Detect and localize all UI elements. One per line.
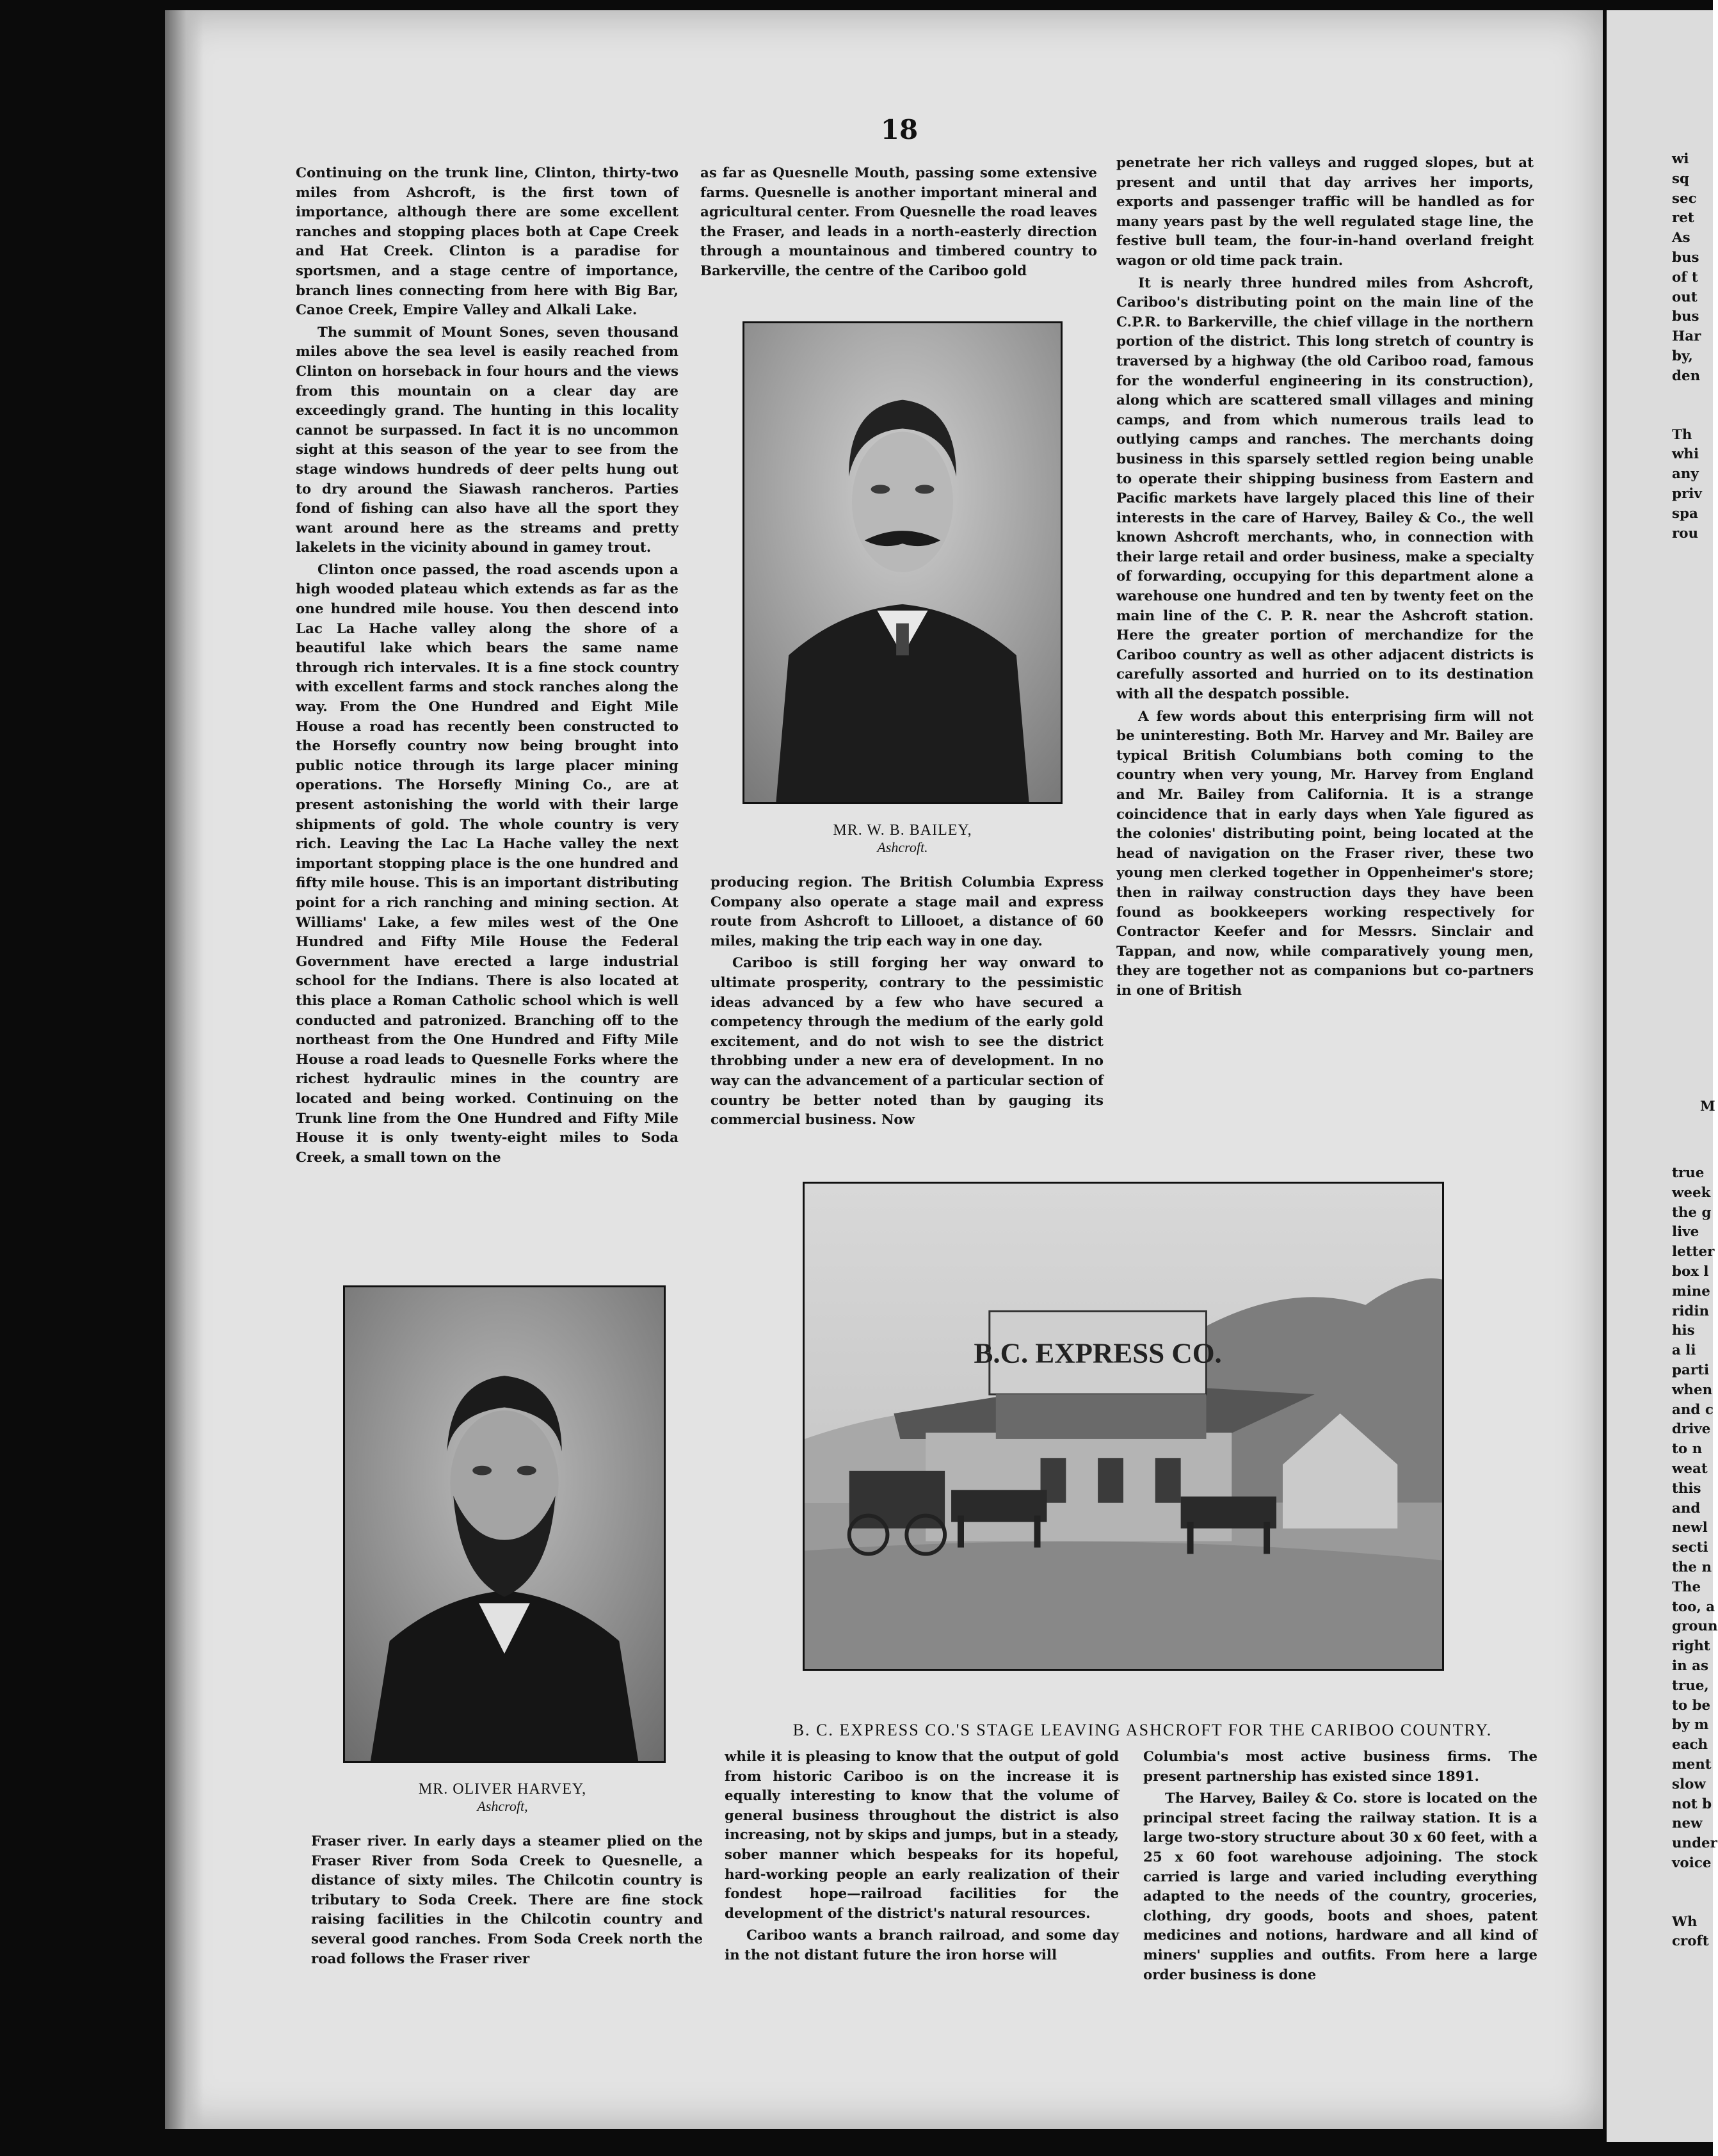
fragment: newl [1672, 1520, 1708, 1536]
paragraph: A few words about this enterprising firm will not be uninteresting. Both Mr. Harvey and Mr. Bailey are typical British Columbians both coming to the country when very young, Mr. Harvey from England and Mr. Bailey from California. It is a strange coincidence that in early days when Yale figured as the colonies' distributing point, being located at the head of navigation on the Fraser river, these two young men clerked together in Oppenheimer's store; then in railway construction days they have been found as bookkeepers working respectively for Contractor Keefer and for Messrs. Sinclair and Tappan, and now, while comparatively young men, they are together not as companions but co-partners in one of British [1116, 708, 1534, 999]
adjacent-page-text-top [1672, 150, 1702, 543]
paragraph: producing region. The British Columbia Express Company also operate a stage mail and express route from Ashcroft to Lillooet, a distance of 60 miles, making the trip each way in one day. [710, 874, 1104, 949]
w-b-bailey-portrait [743, 321, 1063, 804]
fragment: sq [1672, 170, 1689, 187]
fragment: new [1672, 1815, 1703, 1832]
fragment: out [1672, 289, 1698, 305]
stage-photo-caption: B. C. EXPRESS CO.'S STAGE LEAVING ASHCROFT FOR THE CARIBOO COUNTRY. [792, 1721, 1493, 1739]
fragment: As [1672, 230, 1690, 246]
fragment: week [1672, 1184, 1711, 1201]
fragment: the n [1672, 1559, 1712, 1575]
fragment: ment [1672, 1756, 1712, 1773]
fragment: box l [1672, 1263, 1709, 1280]
fragment: Th [1672, 426, 1692, 443]
scan-left-edge [0, 0, 165, 2156]
fragment: true [1672, 1165, 1705, 1181]
paragraph: Continuing on the trunk line, Clinton, thirty-two miles from Ashcroft, is the first town of importance, although there are some excellent ranches and stopping places both at Cape Creek and Hat Creek. Clinton is a paradise for sportsmen, and a stage centre of importance, branch lines connecting from here with Big Bar, Canoe Creek, Empire Valley and Alkali Lake. [296, 165, 678, 319]
bailey-place: Ashcroft. [877, 839, 928, 855]
fragment: secti [1672, 1540, 1708, 1556]
paragraph: The Harvey, Bailey & Co. store is located on the principal street facing the railway station. It is a large two-story structure about 30 x 60 feet, with a 25 x 60 foot warehouse adjoining. The stock carried is large and varied including everything adapted to the needs of the country, groceries, clothing, dry goods, boots and shoes, patent medicines and notions, hardware and all kind of miners' supplies and outfits. From here a large order business is done [1143, 1790, 1537, 1983]
paragraph: Cariboo is still forging her way onward to ultimate prosperity, contrary to the pessimistic ideas advanced by a few who have secured a competency through the medium of the early gold excitement, and do not wish to see the district throbbing under a new era of development. In no way can the advancement of a particular section of country be better noted than by gauging its commercial business. Now [710, 955, 1104, 1129]
article-column-3 [1116, 154, 1534, 1159]
fragment: bus [1672, 309, 1699, 325]
fragment: spa [1672, 505, 1698, 522]
stage-leaving-ashcroft-photo [803, 1182, 1444, 1671]
fragment: slow [1672, 1776, 1706, 1792]
fragment: den [1672, 367, 1701, 384]
harvey-caption [333, 1781, 672, 1815]
fragment: to n [1672, 1441, 1703, 1458]
fragment: priv [1672, 485, 1702, 502]
fragment: Har [1672, 328, 1701, 345]
fragment: drive [1672, 1421, 1711, 1438]
fragment: in as [1672, 1657, 1709, 1674]
fragment: groun [1672, 1618, 1718, 1635]
bailey-caption [730, 822, 1075, 856]
fragment: bus [1672, 249, 1699, 266]
article-column-3-bottom [1143, 1748, 1537, 1982]
paragraph: The summit of Mount Sones, seven thousand miles above the sea level is easily reached from Clinton on horseback in four hours and the views from this mountain on a clear day are exceedingly grand. The hunting in this locality cannot be surpassed. In fact it is no uncommon sight at this season of the year to see from the stage windows hundreds of deer pelts hung out to dry around the Siawash rancheros. Parties fond of fishing can also have all the sport they want around here as the streams and pretty lakelets in the vicinity abound in gamey trout. [296, 324, 678, 556]
fragment: too, a [1672, 1598, 1715, 1615]
fragment: mine [1672, 1283, 1710, 1299]
fragment: live [1672, 1224, 1699, 1241]
fragment: croft [1672, 1933, 1709, 1950]
page-number: 18 [880, 114, 919, 145]
bailey-name: MR. W. B. BAILEY, [833, 822, 972, 839]
fragment: and c [1672, 1401, 1714, 1418]
article-column-2-top [700, 164, 1097, 309]
fragment: whi [1672, 446, 1699, 463]
adjacent-page-text-bottom [1672, 1164, 1718, 1952]
fragment: his [1672, 1323, 1695, 1339]
fragment: weat [1672, 1460, 1708, 1477]
fragment: parti [1672, 1362, 1710, 1378]
paragraph: Columbia's most active business firms. The present partnership has existed since 1891. [1143, 1749, 1537, 1785]
fragment: when [1672, 1381, 1713, 1398]
fragment: wi [1672, 151, 1689, 167]
fragment: under [1672, 1835, 1717, 1852]
paragraph: Cariboo wants a branch railroad, and some day in the not distant future the iron horse will [725, 1927, 1119, 1963]
oliver-harvey-portrait [343, 1285, 666, 1763]
paragraph: as far as Quesnelle Mouth, passing some extensive farms. Quesnelle is another important mineral and agricultural center. From Quesnelle the road leaves the Fraser, and leads in a north-easterly direction through a mountainous and timbered country to Barkerville, the centre of the Cariboo gold [700, 165, 1097, 279]
article-column-2-middle [710, 873, 1104, 1160]
fragment: any [1672, 466, 1699, 483]
fragment: sec [1672, 190, 1697, 207]
fragment: The [1672, 1579, 1701, 1595]
fragment: by, [1672, 348, 1693, 364]
fragment: true, [1672, 1677, 1709, 1694]
article-column-1-bottom [311, 1832, 703, 1981]
fragment: right [1672, 1638, 1710, 1655]
fragment: ret [1672, 210, 1694, 227]
fragment: each [1672, 1737, 1708, 1753]
adjacent-page-letter: M [1700, 1098, 1715, 1114]
scan-top-edge [0, 0, 1713, 10]
building-sign: B.C. EXPRESS CO. [974, 1337, 1222, 1369]
fragment: a li [1672, 1342, 1696, 1359]
fragment: letter [1672, 1244, 1715, 1260]
paragraph: Fraser river. In early days a steamer plied on the Fraser River from Soda Creek to Quesnelle, a distance of sixty miles. The Chilcotin country is tributary to Soda Creek. There are fine stock raising facilities in the Chilcotin country and several good ranches. From Soda Creek north the road follows the Fraser river [311, 1833, 703, 1967]
paragraph: while it is pleasing to know that the output of gold from historic Cariboo is on the increase it is equally interesting to know that the volume of general business throughout the district is also increasing, not by skips and jumps, but in a steady, sober manner which bespeaks for its hopeful, hard-working people an early realization of their fondest hope—railroad facilities for the development of the district's natural resources. [725, 1749, 1119, 1922]
harvey-name: MR. OLIVER HARVEY, [418, 1781, 587, 1798]
fragment: rou [1672, 525, 1699, 542]
fragment: Wh [1672, 1913, 1698, 1930]
fragment: to be [1672, 1697, 1711, 1714]
scan-bottom-edge [0, 2129, 1713, 2156]
harvey-place: Ashcroft, [477, 1798, 528, 1814]
fragment: not b [1672, 1796, 1712, 1812]
paragraph: Clinton once passed, the road ascends upon a high wooded plateau which extends as far as the one hundred mile house. You then descend into Lac La Hache valley along the shore of a beautiful lake which bears the same name through rich intervales. It is a fine stock country with excellent farms and stock ranches along the way. From the One Hundred and Eight Mile House a road has recently been constructed to the Horsefly country now being brought into public notice through its large placer mining operations. The Horsefly Mining Co., are at present astonishing the world with their large shipments of gold. The whole country is very rich. Leaving the Lac La Hache valley the next important stopping place is the one hundred and fifty mile house. This is an important distributing point for a rich ranching and mining section. At Williams' Lake, a few miles west of the One Hundred and Fifty Mile House the Federal Government have erected a large industrial school for the Indians. There is also located at this place a Roman Catholic school which is well conducted and patronized. Branching off to the northeast from the One Hundred and Fifty Mile House a road leads to Quesnelle Forks where the richest hydraulic mines in the country are located and being worked. Continuing on the Trunk line from the One Hundred and Fifty Mile House it is only twenty-eight miles to Soda Creek, a small town on the [296, 561, 678, 1166]
paragraph: penetrate her rich valleys and rugged slopes, but at present and until that day arrives her imports, exports and passenger traffic will be handled as for many years past by the well regulated stage line, the festive bull team, the four-in-hand overland freight wagon or old time pack train. [1116, 155, 1534, 269]
fragment: voice [1672, 1854, 1712, 1871]
fragment: by m [1672, 1717, 1709, 1734]
article-column-2-bottom [725, 1748, 1119, 1982]
page-fold-shadow [165, 10, 204, 2129]
fragment: and [1672, 1500, 1701, 1516]
fragment: the g [1672, 1204, 1712, 1221]
article-column-1 [296, 164, 678, 1266]
fragment: this [1672, 1480, 1701, 1497]
paragraph: It is nearly three hundred miles from Ashcroft, Cariboo's distributing point on the main line of the C.P.R. to Barkerville, the chief village in the northern portion of the district. This long stretch of country is traversed by a highway (the old Cariboo road, famous for the wonderful engineering in its construction), along which are scattered small villages and mining camps, and from which numerous trails lead to outlying camps and ranches. The merchants doing business in this sparsely settled region being unable to operate their shipping business from Eastern and Pacific markets have largely placed this line of their interests in the care of Harvey, Bailey & Co., the well known Ashcroft merchants, who, in connection with their large retail and order business, make a specialty of forwarding, occupying for this department alone a warehouse one hundred and ten by twenty feet on the main line of the C. P. R. near the Ashcroft station. Here the greater portion of merchandize for the Cariboo country as well as other adjacent districts is carefully assorted and hurried on to its destination with all the despatch possible. [1116, 275, 1534, 703]
fragment: of t [1672, 269, 1698, 286]
fragment: ridin [1672, 1303, 1710, 1319]
